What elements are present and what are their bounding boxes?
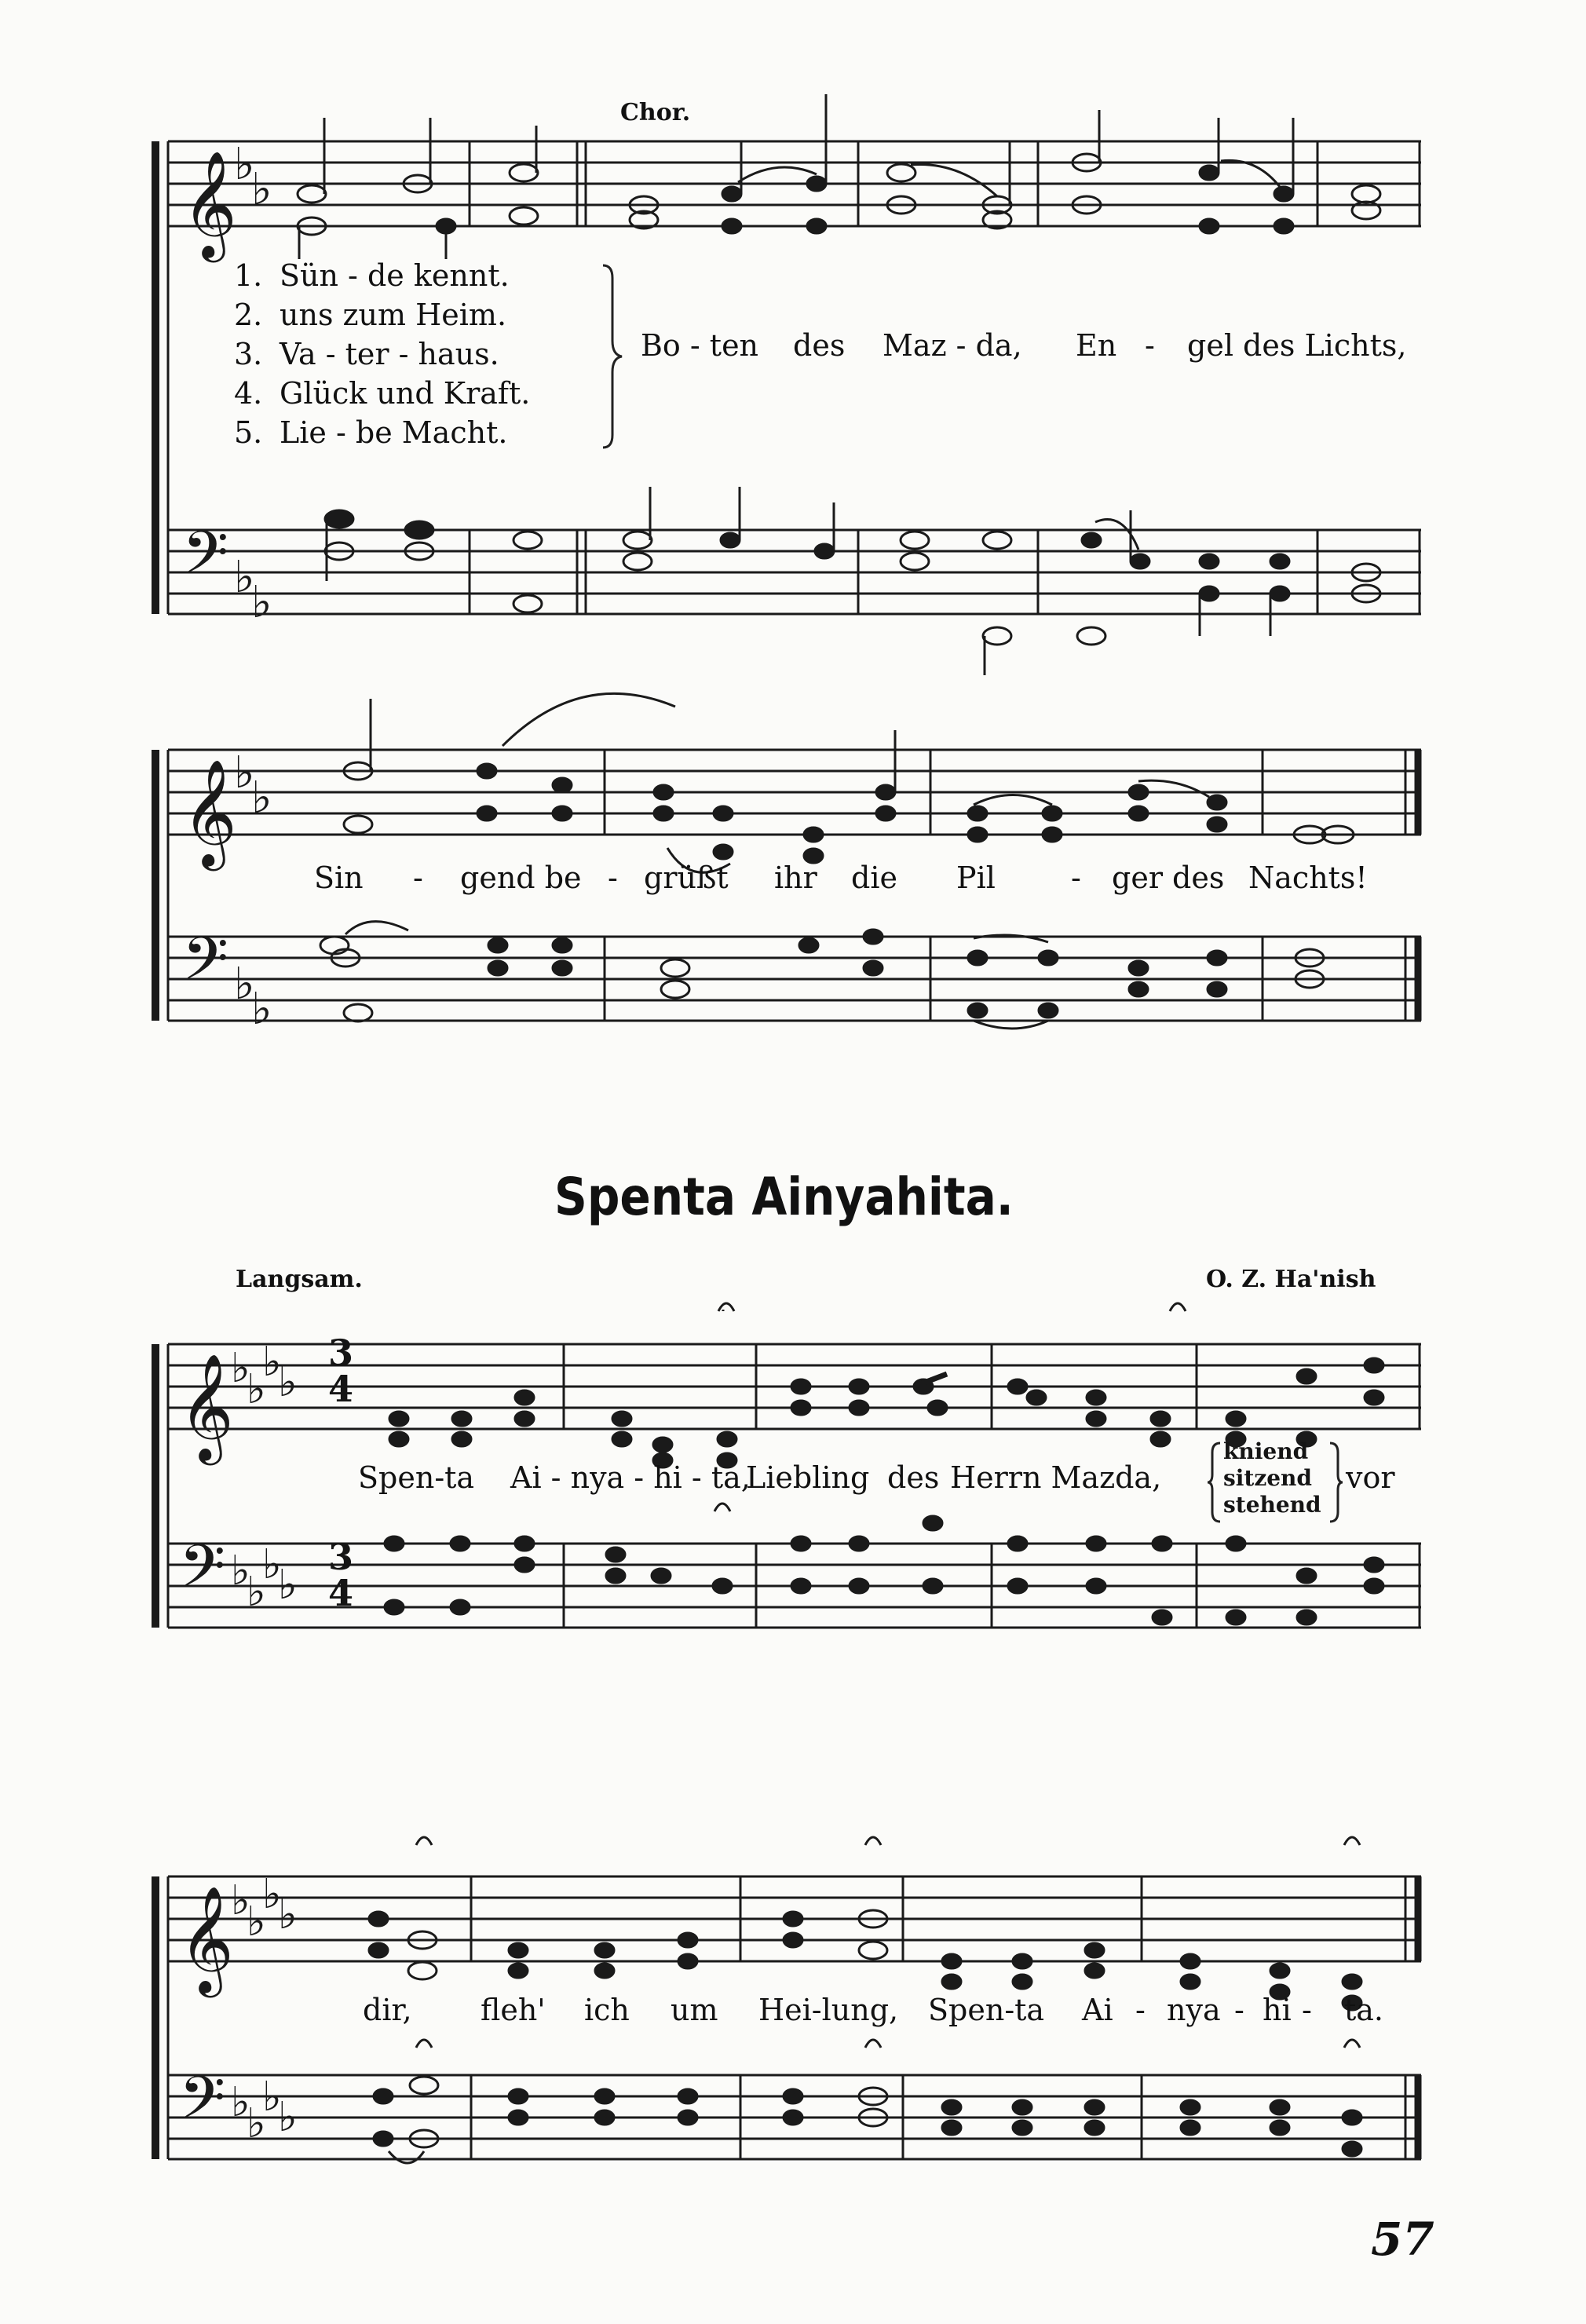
lyric-syllable: ta. (1344, 1993, 1384, 2027)
lyric-syllable: grüßt (644, 861, 729, 895)
lyric-syllable: hi (1263, 1993, 1292, 2027)
svg-text:𝄢: 𝄢 (182, 518, 229, 602)
svg-text:♭: ♭ (278, 1562, 298, 1609)
svg-text:𝄞: 𝄞 (179, 1352, 234, 1460)
lyric-syllable: Spen-ta (928, 1993, 1045, 2027)
lyric-syllable: Sin (314, 861, 364, 895)
lyric-syllable: Bo - ten (641, 328, 759, 363)
lyric-syllable: ger des (1112, 861, 1225, 895)
svg-text:♭: ♭ (278, 1891, 298, 1938)
tempo-marking: Langsam. (236, 1266, 363, 1293)
verse-brace (598, 262, 627, 451)
lyric-syllable: - (1302, 1993, 1312, 2027)
svg-text:𝄞: 𝄞 (182, 149, 237, 258)
posture-open-brace (1206, 1442, 1223, 1523)
verse-list (234, 256, 530, 452)
lyric-syllable: Herrn Mazda, (950, 1460, 1162, 1495)
svg-text:𝄞: 𝄞 (179, 1884, 234, 1993)
lyric-syllable: gend be (460, 861, 582, 895)
system-1-bass-notes (325, 487, 1380, 675)
verse-line: 2. uns zum Heim. (234, 298, 507, 332)
svg-text:♭: ♭ (251, 164, 272, 215)
svg-text:♭: ♭ (231, 2079, 250, 2126)
svg-text:♭: ♭ (234, 139, 255, 190)
svg-text:𝄞: 𝄞 (182, 758, 237, 866)
lyric-syllable: fleh' (481, 1993, 546, 2027)
time-signature: 3 4 (328, 1332, 354, 1410)
svg-text:♭: ♭ (262, 1339, 282, 1386)
system-1-treble-notes (298, 94, 1380, 259)
svg-text:♭: ♭ (262, 1541, 282, 1588)
lyric-syllable: ich (584, 1993, 630, 2027)
lyric-syllable: vor (1346, 1460, 1395, 1495)
lyric-syllable: - (608, 861, 618, 895)
svg-text:♭: ♭ (247, 1366, 266, 1413)
lyric-syllable: ihr (774, 861, 817, 895)
lyric-syllable: Hei-lung, (758, 1993, 899, 2027)
svg-text:♭: ♭ (231, 1877, 250, 1924)
lyric-syllable: die (851, 861, 897, 895)
verse-line: 5. Lie - be Macht. (234, 415, 508, 450)
verse-line: 1. Sün - de kennt. (234, 258, 510, 293)
lyric-syllable: Spen-ta (358, 1460, 475, 1495)
lyric-syllable: nya (1167, 1993, 1221, 2027)
svg-text:♭: ♭ (231, 1345, 250, 1392)
lyric-syllable: Liebling (746, 1460, 870, 1495)
svg-text:♭: ♭ (251, 984, 272, 1035)
svg-text:♭: ♭ (234, 959, 255, 1010)
svg-text:♭: ♭ (234, 747, 255, 798)
svg-text:♭: ♭ (247, 2100, 266, 2147)
lyric-syllable: Ai - nya - hi - ta, (510, 1460, 751, 1495)
song-title: Spenta Ainyahita. (554, 1167, 1014, 1227)
lyric-syllable: - (1234, 1993, 1244, 2027)
svg-text:♭: ♭ (231, 1548, 250, 1595)
svg-text:𝄢: 𝄢 (182, 924, 229, 1008)
system-1-bass-staff (168, 530, 1421, 614)
posture-close-brace (1327, 1442, 1344, 1523)
lyric-syllable: des (793, 328, 846, 363)
lyric-syllable: - (413, 861, 423, 895)
svg-text:♭: ♭ (251, 773, 272, 824)
lyric-syllable: Pil (956, 861, 996, 895)
chorus-marking: Chor. (620, 99, 691, 126)
lyric-syllable: Nachts! (1248, 861, 1368, 895)
lyric-syllable: Maz - da, (883, 328, 1022, 363)
lyric-syllable: Ai (1082, 1993, 1113, 2027)
composer-credit: O. Z. Ha'nish (1206, 1266, 1376, 1293)
verse-line: 4. Glück und Kraft. (234, 376, 531, 411)
svg-text:♭: ♭ (247, 1569, 266, 1616)
posture-options: kniend sitzend stehend (1223, 1438, 1321, 1518)
verse-line: 3. Va - ter - haus. (234, 337, 499, 371)
page-number: 57 (1371, 2213, 1434, 2266)
time-signature-bass: 3 4 (328, 1536, 354, 1614)
svg-text:♭: ♭ (262, 2074, 282, 2121)
lyric-syllable: dir, (363, 1993, 412, 2027)
svg-text:♭: ♭ (278, 1359, 298, 1406)
lyric-syllable: gel des Lichts, (1187, 328, 1407, 363)
svg-text:𝄢: 𝄢 (179, 2063, 226, 2147)
lyric-syllable: - (1135, 1993, 1146, 2027)
svg-text:♭: ♭ (251, 577, 272, 628)
svg-text:𝄢: 𝄢 (179, 1532, 226, 1616)
lyric-syllable: - (1145, 328, 1155, 363)
system-1-treble-staff (168, 141, 1421, 226)
lyric-syllable: um (671, 1993, 718, 2027)
svg-text:♭: ♭ (278, 2094, 298, 2141)
svg-text:♭: ♭ (247, 1898, 266, 1946)
svg-text:♭: ♭ (234, 552, 255, 603)
lyric-syllable: des (887, 1460, 940, 1495)
lyric-syllable: En (1076, 328, 1117, 363)
lyric-syllable: - (1071, 861, 1081, 895)
svg-text:♭: ♭ (262, 1871, 282, 1918)
